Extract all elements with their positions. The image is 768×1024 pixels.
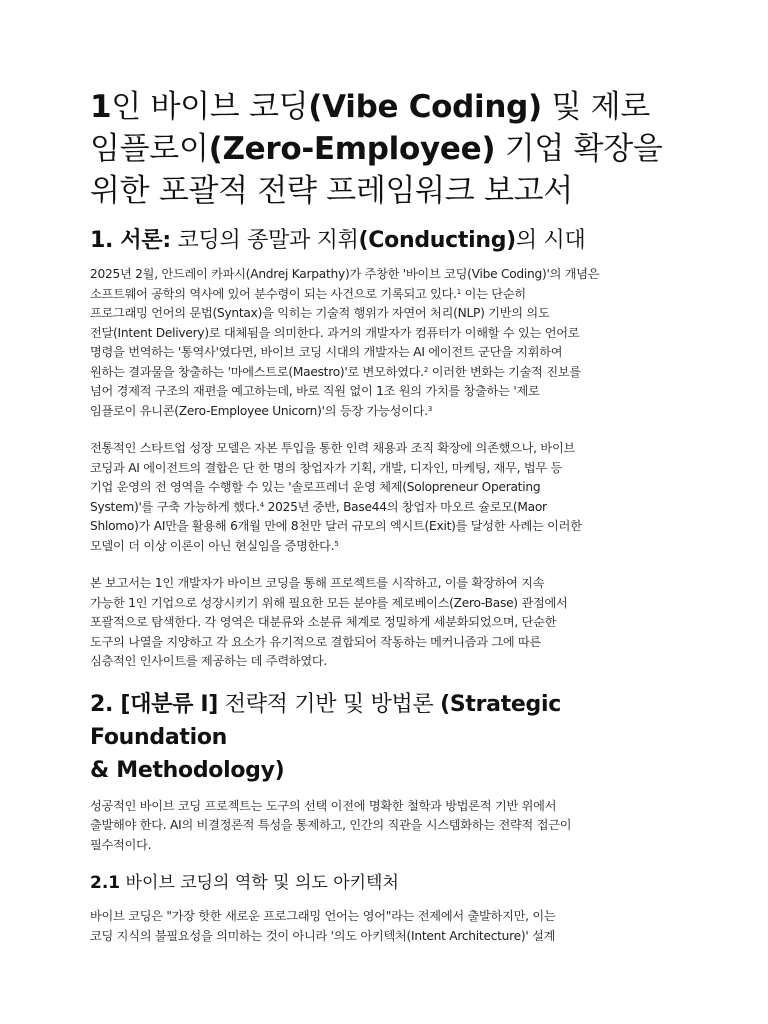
footnote-ref[interactable]: 4 [259, 500, 264, 509]
section-2-paragraph-1: 성공적인 바이브 코딩 프로젝트는 도구의 선택 이전에 명확한 철학과 방법론적 기반 위에서 출발해야 한다. AI의 비결정론적 특성을 통제하고, 인간의 직관을 시스템화하는 전략적 접근이 필수적이다. [90, 798, 572, 852]
footnote-ref[interactable]: 3 [427, 404, 433, 413]
section-2-1-paragraph-1: 바이브 코딩은 "가장 핫한 새로운 프로그래밍 언어는 영어"라는 전제에서 출발하지만, 이는 코딩 지식의 불필요성을 의미하는 것이 아니라 '의도 아키텍처(Intent Architecture)' 설계 [90, 909, 556, 943]
title-line-1: 1인 바이브 코딩(Vibe Coding) 및 제로 [90, 89, 650, 125]
footnote-ref[interactable]: 5 [334, 539, 339, 548]
section-1-paragraph-1: 2025년 2월, 안드레이 카파시(Andrej Karpathy)가 주창한 '바이브 코딩(Vibe Coding)'의 개념은 소프트웨어 공학의 역사에 있어 분수령이 되는 사건으로 기록되고 있다.$^1$ 이는 단순히 프로그래밍 언어의 문법(Syntax)을 익히는 기술적 행위가 자연어 처리(NLP) 기반의 의도 전달(Intent Delivery)로 대체됨을 의미한다. 과거의 개발자가 컴퓨터가 이해할 수 있는 언어로 명령을 번역하는 '통역사'였다면, 바이브 코딩 시대의 개발자는 AI 에이전트 군단을 지휘하여 원하는 결과물을 창출하는 '마에스트로(Maestro)'로 변모하였다.$^2$ 이러한 변화는 기술적 진보를 넘어 경제적 구조의 재편을 예고하는데, 바로 직원 없이 1조 원의 가치를 창출하는 '제로 임플로이 유니콘(Zero-Employee Unicorn)'의 등장 가능성이다.$^3$ [90, 267, 600, 418]
title-line-2: 임플로이(Zero-Employee) 기업 확장을 [90, 131, 663, 167]
section-1-heading: 1. 서론: 코딩의 종말과 지휘(Conducting)의 시대 [90, 228, 586, 253]
footnote-ref[interactable]: 1 [456, 287, 462, 296]
footnote-ref[interactable]: 2 [423, 365, 429, 374]
section-1-paragraph-2: 전통적인 스타트업 성장 모델은 자본 투입을 통한 인력 채용과 조직 확장에 의존했으나, 바이브 코딩과 AI 에이전트의 결합은 단 한 명의 창업자가 기획, 개발, 디자인, 마케팅, 재무, 법무 등 기업 운영의 전 영역을 수행할 수 있는 '솔로프레너 운영 체제(Solopreneur Operating System)'를 구축 가능하게 했다.$^4$ 2025년 중반, Base44의 창업자 마오르 슐로모(Maor Shlomo)가 AI만을 활용해 6개월 만에 8천만 달러 규모의 엑시트(Exit)를 달성한 사례는 이러한 모델이 더 이상 이론이 아닌 현실임을 증명한다.$^5$ [90, 441, 582, 553]
title-line-3: 위한 포괄적 전략 프레임워크 보고서 [90, 173, 573, 209]
section-1-paragraph-3: 본 보고서는 1인 개발자가 바이브 코딩을 통해 프로젝트를 시작하고, 이를 확장하여 지속 가능한 1인 기업으로 성장시키기 위해 필요한 모든 분야를 제로베이스(Zero-Base) 관점에서 포괄적으로 탐색한다. 각 영역은 대분류와 소분류 체계로 정밀하게 세분화되었으며, 단순한 도구의 나열을 지양하고 각 요소가 유기적으로 결합되어 작동하는 메커니즘과 그에 따른 심층적인 인사이트를 제공하는 데 주력하였다. [90, 576, 568, 668]
page-title [90, 86, 678, 212]
subsection-2-1-heading: 2.1 바이브 코딩의 역학 및 의도 아키텍처 [90, 873, 399, 893]
section-2-heading: 2. [대분류 I] 전략적 기반 및 방법론 (Strategic Foundation & Methodology) [90, 691, 561, 783]
